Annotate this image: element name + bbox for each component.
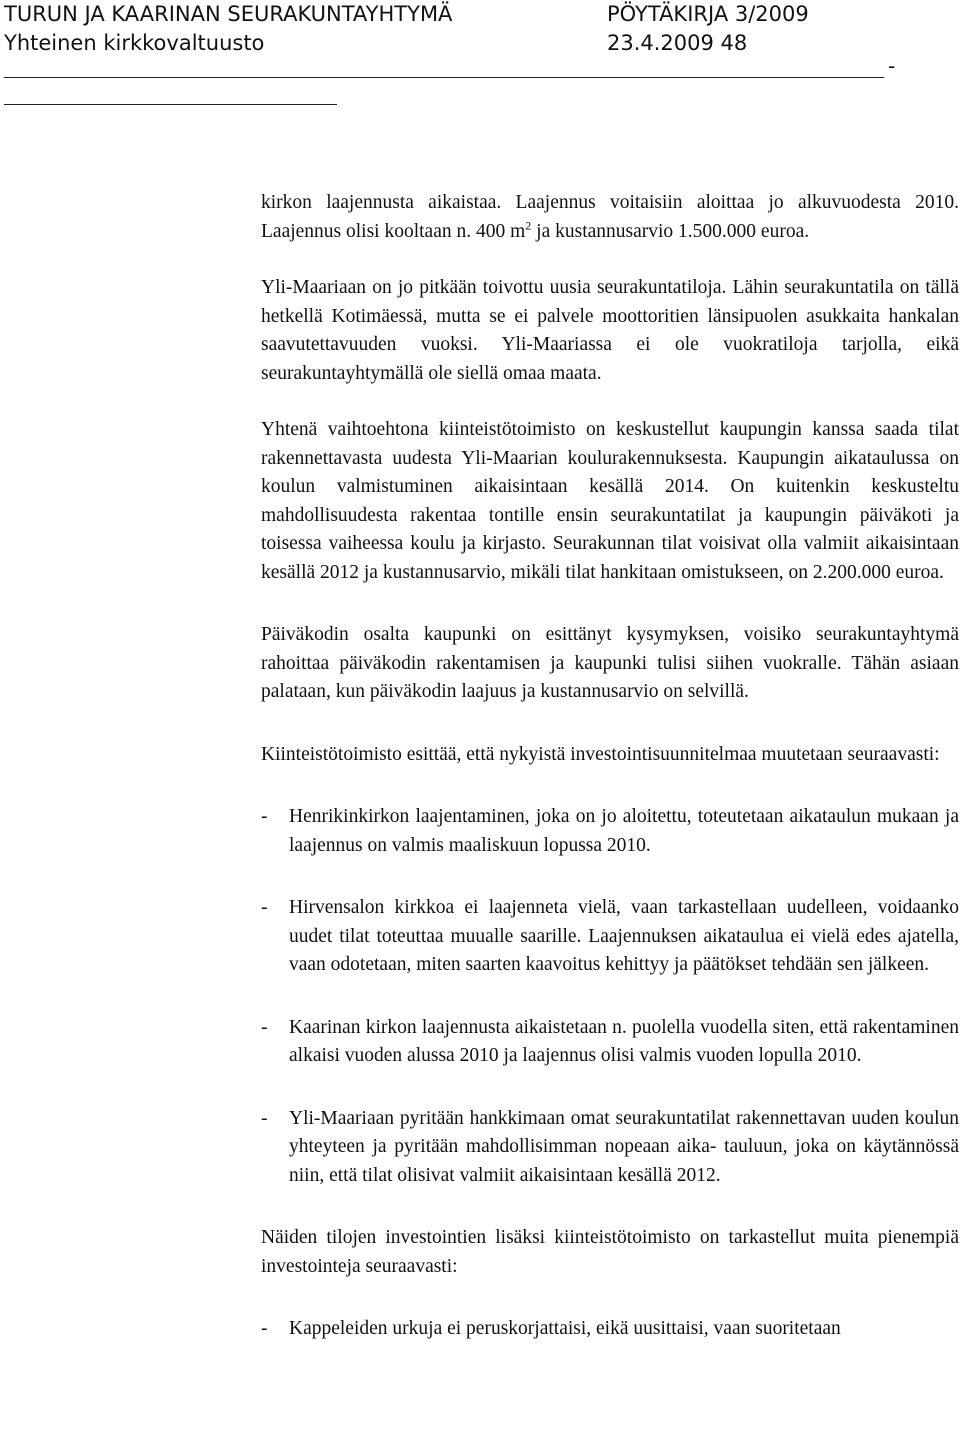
list-item — [261, 1315, 959, 1344]
date-and-page: 23.4.2009 48 — [607, 31, 748, 55]
list-item — [261, 803, 959, 860]
paragraph-6: Näiden tilojen investointien lisäksi kiinteistötoimisto on tarkastellut muita pienempiä investointeja seuraavasti: — [261, 1227, 959, 1277]
document-type: PÖYTÄKIRJA 3/2009 — [607, 2, 809, 26]
header-rule — [4, 54, 956, 86]
paragraph-1-text-b: ja kustannusarvio 1.500.000 euroa. — [531, 220, 810, 242]
header-rule-line-2 — [4, 104, 337, 105]
list-item — [261, 1105, 959, 1191]
list-dash: - — [261, 1016, 268, 1038]
document-body — [261, 189, 959, 1344]
paragraph-1-text-a: kirkon laajennusta aikaistaa. Laajennus voitaisiin aloittaa jo alkuvuodesta 2010. Laajennus olisi kooltaan n. 400 m — [261, 192, 959, 242]
header-row-2 — [4, 29, 956, 58]
header-row-1 — [4, 0, 956, 29]
paragraph-3: Yhtenä vaihtoehtona kiinteistötoimisto on keskustellut kaupungin kanssa saada tilat rakennettavasta uudesta Yli-Maarian koulurakennuksesta. Kaupungin aikataulussa on koulun valmistuminen aikaisintaan kesällä 2014. On kuitenkin keskusteltu mahdollisuudesta rakentaa tontille ensin seurakuntatilat ja kaupungin päiväkoti ja toisessa vaiheessa koulu ja kirjasto. Seurakunnan tilat voisivat olla valmiit aikaisintaan kesällä 2012 ja kustannusarvio, mikäli tilat hankitaan omistukseen, on 2.200.000 euroa. — [261, 419, 959, 583]
page-header — [4, 0, 956, 114]
list-item-text: Henrikinkirkon laajentaminen, joka on jo aloitettu, toteutetaan aikataulun mukaan ja laajennus on valmis maaliskuun lopussa 2010. — [289, 806, 959, 856]
superscript-2: 2 — [525, 218, 532, 232]
list-dash: - — [261, 1318, 268, 1339]
paragraph-5: Kiinteistötoimisto esittää, että nykyistä investointisuunnitelmaa muutetaan seuraavasti: — [261, 743, 940, 765]
list-item — [261, 894, 959, 980]
list-item-text: Hirvensalon kirkkoa ei laajenneta vielä, vaan tarkastellaan uudelleen, voidaanko uudet tilat toteuttaa muualle saarille. Laajennuksen aikataulua ei vielä edes ajatella, vaan odotetaan, miten saarten kaavoitus kehittyy ja päätökset tehdään sen jälkeen. — [289, 897, 959, 975]
list-item-text: Kaarinan kirkon laajennusta aikaistetaan n. puolella vuodella siten, että rakentaminen alkaisi vuoden alussa 2010 ja laajennus olisi valmis vuoden lopulla 2010. — [289, 1016, 959, 1066]
paragraph-4: Päiväkodin osalta kaupunki on esittänyt kysymyksen, voisiko seurakuntayhtymä rahoittaa päiväkodin rakentamisen ja kaupunki tulisi siihen vuokralle. Tähän asiaan palataan, kun päiväkodin laajuus ja kustannusarvio on selvillä. — [261, 624, 959, 702]
header-rule-line-1 — [4, 77, 884, 78]
header-rule-2 — [4, 86, 956, 114]
paragraph-1 — [261, 189, 959, 246]
list-item-text: Yli-Maariaan pyritään hankkimaan omat seurakuntatilat rakennettavan uuden koulun yhteyteen ja pyritään mahdollisimman nopeaan aika- tauluun, joka on käytännössä niin, että tilat olisivat valmiit aikaisintaan kesällä 2012. — [289, 1107, 959, 1186]
meeting-body: Yhteinen kirkkovaltuusto — [4, 31, 265, 55]
list-item — [261, 1014, 959, 1071]
organization-name: TURUN JA KAARINAN SEURAKUNTAYHTYMÄ — [4, 2, 453, 26]
header-rule-dash: - — [888, 54, 896, 78]
list-dash: - — [261, 806, 268, 827]
list-dash: - — [261, 897, 268, 918]
list-item-text: Kappeleiden urkuja ei peruskorjattaisi, eikä uusittaisi, vaan suoritetaan — [289, 1318, 841, 1339]
paragraph-2: Yli-Maariaan on jo pitkään toivottu uusia seurakuntatiloja. Lähin seurakuntatila on tällä hetkellä Kotimäessä, mutta se ei palvele moottoritien länsipuolen asukkaita hankalan saavutettavuuden vuoksi. Yli-Maariassa ei ole vuokratiloja tarjolla, eikä seurakuntayhtymällä ole siellä omaa maata. — [261, 277, 959, 384]
list-dash: - — [261, 1107, 268, 1129]
